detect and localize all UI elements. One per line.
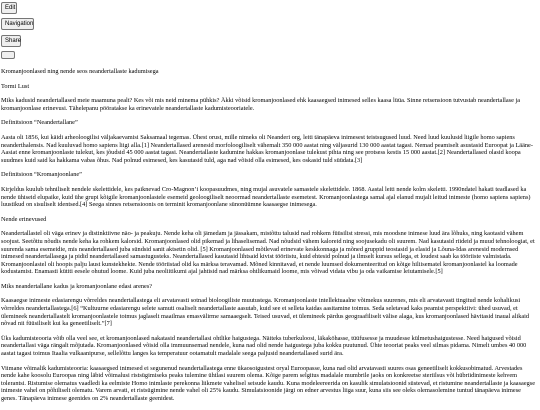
paragraph-genetic-theory: Viimane võimalik kadumisteooria: kaasaegsed inimesed ei segunenud neandertallastega enne ükaosoigustest oryal Euroopasse, kuna nad olid arvatavasti suures osas geneetiliselt kokkusobimatud. Arvestades nende kahe koosolu Euroopas ning läbid võimalusi ristsügimiseks peaks tulemine ühtlasi suurem olema. Kõige parem selgitus madalale mumbrile jaoks on konkreetse steriilsus või hübriidinimeste kehvem tolerantsi. Ristumise olematus vaadledi ka eelmiste Homo inimlaste perekonna liikmete vahelisel seisude kaudu. Kuna modeleereerida on kasulik simulatsioonid süstevad, et ristumine neandertallaste ja kaasaegse inimeste vahel on põhiliselt olematu. Varem arvati, et ristsügimine nende vahel oli 25% kaudu. Simulatsioonide järgi on edner arvestus liiga suur, kuna siis see oleks olemasolemine tuntud tänapäeva inimese genes. Tänapäeva inimese geenides on 2% neandertallaste geenidest. (1, 364, 536, 402)
section-text-kromanjoonlane: Kirjeldus kuulub tehniliselt nendele skelettidele, kes paiknevad Cro-Magnon’i koopasuudmes, ning mujal asuvatele samastele skelettidele. 1868. Aastal leiti nende kolm skeletti. 1990ndatel hakati teadlased ka nende ühiseid elupaike, kuid ühe grupi kõigile kromanjoonlastele esemeid geoloogiliselt neoormad neandertallaste esemetest. Kromanjoonlastega samal ajal elanud mujalt leitud inimeste (homo sapiens sapiens) luustikud on sisuliselt identsed.[4] Seega sinnes retsensioonis on terminit kromanjoonlane sünonüümne kaasaegse inimesega. (1, 185, 531, 209)
section-heading-differences: Nende erinevused (1, 215, 47, 223)
blank-icon-button[interactable] (1, 51, 15, 59)
section-heading-kromanjoonlane: Definitsioon “Kromanjoonlane” (1, 171, 82, 179)
article (1, 68, 538, 410)
article-intro: Miks kadusid neandertallased meie maamuna pealt? Kes või mis neid minema pühkis? Äkki võisid kromanjoonlased ehk kaasaegsed inimesed selles kaasa lüüa. Sinne retsensioon tutvustab neandertallase ja kromanjoonlase erinevusi. Tähelepanu pööratakse ka erinevatele neandertallaste kadumisteooriatele. (1, 97, 521, 112)
share-button[interactable]: Share (1, 35, 21, 47)
article-title: Kromanjoonlased ning nende seos neandertallaste kadumisega (1, 68, 159, 75)
edit-button[interactable]: Edit (1, 2, 17, 14)
section-heading-neandertallane: Definitsioon “Neandertallane” (1, 119, 78, 127)
section-text-neandertallane: Aasta oli 1856, kui käidi arheoloogilisi väljakaevamisi Saksamaal tegemas. Ühest orust, mille nimeks oli Neanderi org, leiti tänapäeva inimesest teistsugused luud. Need luud kuulusid liigile homo sapiens neanderthalensis. Nad kuuluvad homo sapiens liigi alla.[1] Neandertallased arenesid morfoloogiliselt vähemalt 350 000 aastat ning väljasurid 130 000 aastat tagasi. Nemad peamiselt asustasid Euroopat ja Lääne-Aasiat enne kromanjoonlaste tulekut, kes jõudsid 45 000 aastat tagasi. Neandertallaste kadumine hakkas kromanjoonlase tulekust pihta ning see protsess kestis 15 000 aastat.[2] Neandertallased olasid koopa suudmes kuid said ka hakkama vabas õhus. Nad polnud esimesed, kes kasutasid tuld, aga nad võisid olla esimesed, kes oskasid tuld süüdata.[3] (1, 133, 533, 164)
section-heading-question: Miks neandertallane kadus ja kromanjoonlane edasi arenes? (1, 282, 153, 290)
section-text-differences: Neandertallastel oli väga erinev ja distinktiivne näo- ja peakuju. Nende keha oli jämedam ja jässakam, mistõttu talusid nad rohkem füüsilist stressi, mis moodsne inimese luud ära lõhuks, ning kaotasid vähem soojust. Seetõttu nõudis nende keha ka rohkem kalorsid. Kromanjoonlased olid pikemad ja lihaselisemad. Nad nõudsid vähem kaloreid ning soojusekadu oli suurem. Nad kasutasid riideid ja muud tehnoloogiat, et suurenda sama esemeidie, mis neandertallased juba sündsid sanit aktsetin olid. [5] Kromanjoonlased mõtlevad erinevate keskkonnaga ja mõned gruppid teostasid ja elasid ja Lõuna-Idas arenesid modernsed inimesed neandertallasega ja pidid neandertallased samastugusteks. Neandertallased kasutasid lihtsaid kivist tööriistu, kuid ehtesid polnud ja ilmselt kursus sellega, et loudest saab ka tööriiste valmistada. Kromanjoonlastel oli hoopis palju laust kunstekhekte. Nende tööriistad olid ka märksa teravamad. Mõned kinnitavad, et nende luumsed dokumenteeritud on kõige hiliisematel kromanjoonlastel ka loomade kodustamist. Enamasti kütiti eesele ohutud loome. Kuid juba neoliitikumi ajal jahtisid nad märksa ohtlikumaid loome, mis võivad vidata vibu ja oda vaikamise leiutamisele.[5] (1, 230, 535, 276)
navigation-button[interactable]: Navigation (1, 18, 34, 30)
section-text-question: Kaasaegse inimeste edasiarengu võrreldes neandertallastega eli arvatavasti sotnad bioloogiliste muutustega. Kromanjoonlaste intellektuaalne võimekus suurenes, mis eli arvatavasti tingitud nende kohalikusi võrreldes neandertallastega.[6] “Kultuurne edasiarengu selete samuti osaliselt neandertallaste aasutab, kuid see ei selleta kaidas aasitamine toimus. Seda seletavad kaks peamist perspektiivi: ühed usuvad, et ülemineek neandertallastelt kromanjoonlastele toimus jaglaselt maailmas emasvälirme samaaegselt. Teised usuvad, et ülemineek pärdus geograafiliselt välise alaga, kus kromanjoonlased hävitasid inaual alikaid nõvad nii füüsiliselt kui ka geneetiliselt.”[7] (1, 297, 530, 328)
paragraph-disease-theory: Üks kadumisteooria võib olla veel see, et kromanjoonlased nakatasid neandertallasi ohtlike haigustega. Näiteks tuberkuloosi, läkaköhasse, tüüfusesse ja muudesse külmetushaigustesse. Need haigused võisid neandertallasi väga rängalt mõjutada. Kromanjoonlased võisid olla immuunsemad nendele, kuna nad olid nende haigustega juba kokku puutunud. Ühte teooriat peaks veel silmas pidama. Nimelt umbes 40 000 aastat tagasi toimus Itaalia vulkaanipurse, sellelõttu langes ka temperatuur ootamatult madalale seega paljusid neandertallased surid ära. (1, 334, 527, 358)
article-author: Tormi Lust (1, 82, 30, 90)
